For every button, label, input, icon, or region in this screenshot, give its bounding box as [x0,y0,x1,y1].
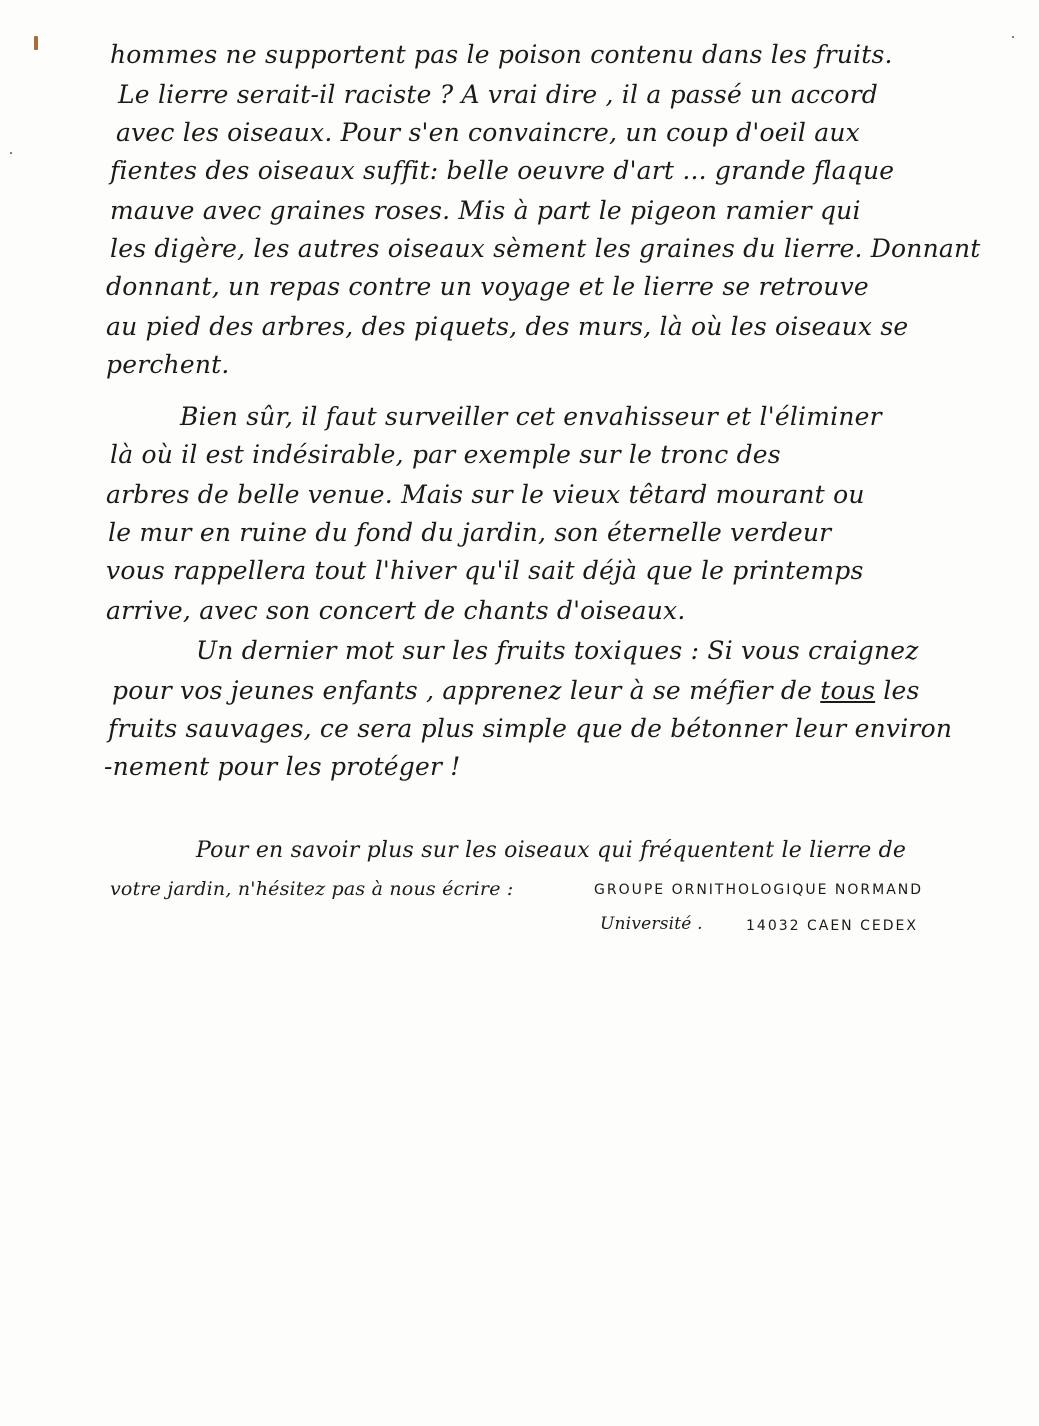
text-line: arrive, avec son concert de chants d'oiseaux. [106,596,686,625]
margin-dot [1012,36,1014,38]
text-line: perchent. [106,350,230,379]
text-line: arbres de belle venue. Mais sur le vieux têtard mourant ou [106,480,865,509]
margin-dot [10,152,12,154]
text-line: au pied des arbres, des piquets, des murs, là où les oiseaux se [106,312,909,341]
text-line: fruits sauvages, ce sera plus simple que de bétonner leur environ [108,714,953,743]
text-segment: pour vos jeunes enfants , apprenez leur à se méfier de [112,676,821,705]
footer-line: Pour en savoir plus sur les oiseaux qui fréquentent le lierre de [196,838,907,863]
text-line: Le lierre serait-il raciste ? A vrai dire , il a passé un accord [118,80,878,109]
text-segment: les [875,676,920,705]
text-line: hommes ne supportent pas le poison contenu dans les fruits. [110,40,893,69]
organization-name: GROUPE ORNITHOLOGIQUE NORMAND [594,882,924,898]
text-line: fientes des oiseaux suffit: belle oeuvre d'art ... grande flaque [110,156,895,185]
text-line: là où il est indésirable, par exemple sur le tronc des [110,440,781,469]
text-line: avec les oiseaux. Pour s'en convaincre, un coup d'oeil aux [116,118,860,147]
text-line: vous rappellera tout l'hiver qu'il sait déjà que le printemps [106,556,864,585]
text-line: Un dernier mot sur les fruits toxiques : Si vous craignez [196,636,919,665]
postal-address: 14032 CAEN CEDEX [746,918,918,934]
underlined-word: tous [820,676,876,705]
footer-line: votre jardin, n'hésitez pas à nous écrire : [110,878,514,900]
text-line: mauve avec graines roses. Mis à part le pigeon ramier qui [110,196,861,225]
text-line [112,676,919,705]
address-line: Université . [600,914,703,934]
text-line: les digère, les autres oiseaux sèment les graines du lierre. Donnant [110,234,981,263]
margin-mark [34,36,38,50]
text-line: donnant, un repas contre un voyage et le lierre se retrouve [106,272,869,301]
text-line: Bien sûr, il faut surveiller cet envahisseur et l'éliminer [180,402,882,431]
text-line: le mur en ruine du fond du jardin, son éternelle verdeur [108,518,832,547]
text-line: -nement pour les protéger ! [104,752,461,781]
